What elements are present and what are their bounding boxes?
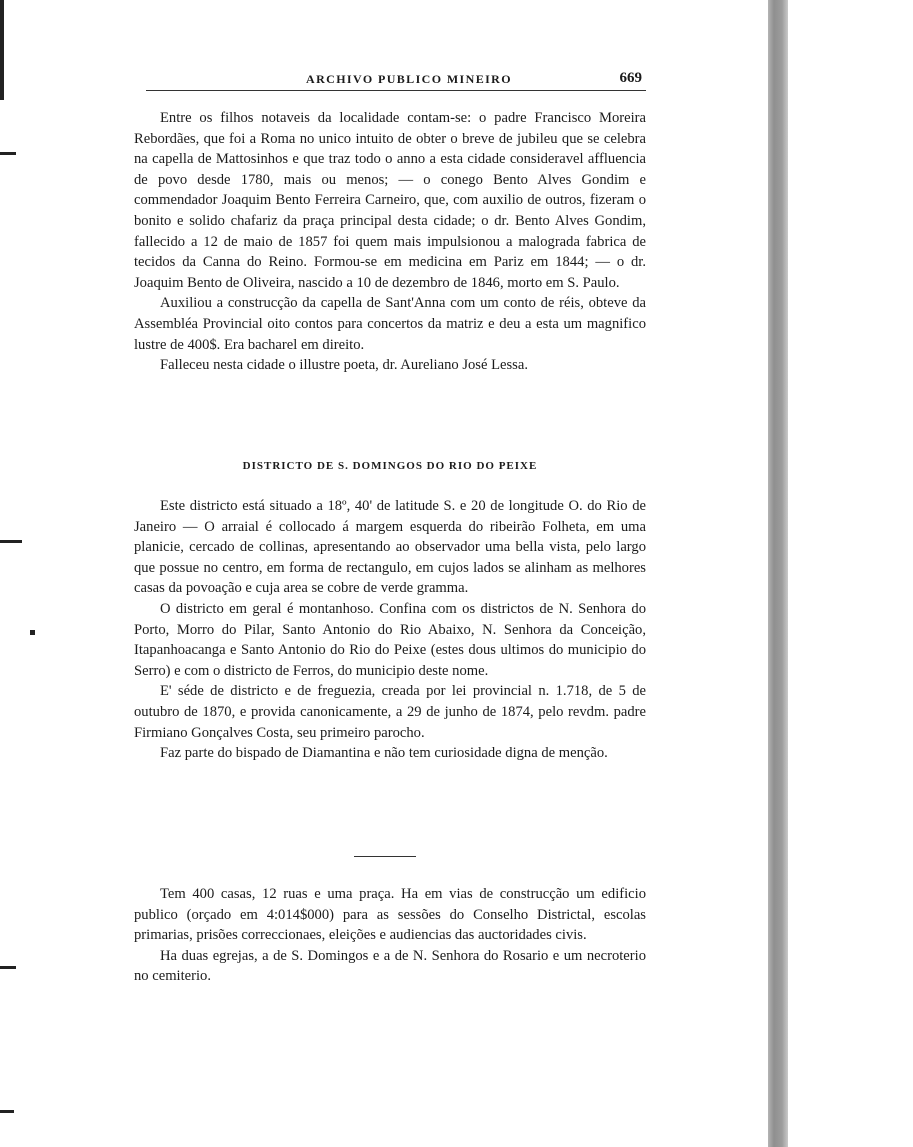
margin-mark	[0, 540, 22, 543]
page-number: 669	[619, 70, 642, 86]
paragraph: E' séde de districto e de freguezia, creada por lei provincial n. 1.718, de 5 de outubro de 1870, e provida canonicamente, a 29 de junho de 1874, pelo revdm. padre Firmiano Gonçalves Costa, seu primeiro parocho.	[134, 683, 646, 741]
paragraph: Tem 400 casas, 12 ruas e uma praça. Ha em vias de construcção um edificio publico (orçado em 4:014$000) para as sessões do Conselho Districtal, escolas primarias, prisões correccionaes, eleições e audiencias das auctoridades civis.	[134, 886, 646, 944]
biographies-section	[134, 108, 646, 376]
running-title: ARCHIVO PUBLICO MINEIRO	[306, 72, 512, 86]
paragraph: Ha duas egrejas, a de S. Domingos e a de N. Senhora do Rosario e um necroterio no cemiterio.	[134, 947, 646, 985]
district-description-section	[134, 496, 646, 764]
section-title: DISTRICTO DE S. DOMINGOS DO RIO DO PEIXE	[242, 460, 538, 472]
margin-mark	[0, 966, 16, 969]
margin-mark	[0, 152, 16, 155]
paragraph: O districto em geral é montanhoso. Confina com os districtos de N. Senhora do Porto, Morro do Pilar, Santo Antonio do Rio Abaixo, N. Senhora da Conceição, Itapanhoacanga e Santo Antonio do Rio do Peixe (estes dous ultimos do municipio do Serro) e com o districto de Ferros, do municipio deste nome.	[134, 600, 646, 679]
paragraph: Auxiliou a construcção da capella de Sant'Anna com um conto de réis, obteve da Assembléa Provincial oito contos para concertos da matriz e deu a esta um magnifico lustre de 400$. Era bacharel em direito.	[134, 295, 646, 353]
margin-mark	[30, 630, 35, 635]
town-facts-section	[134, 884, 646, 987]
margin-mark	[0, 1110, 14, 1113]
header-rule	[146, 90, 646, 91]
paragraph: Entre os filhos notaveis da localidade contam-se: o padre Francisco Moreira Rebordães, que foi a Roma no unico intuito de obter o breve de jubileu que se celebra na capella de Mattosinhos e que traz todo o anno a esta cidade consideravel affluencia de povo desde 1780, mais ou menos; — o conego Bento Alves Gondim e commendador Joaquim Bento Ferreira Carneiro, que, com auxilio de outros, fizeram o bonito e solido chafariz da praça principal desta cidade; o dr. Bento Alves Gondim, fallecido a 12 de maio de 1857 foi quem mais impulsionou a malograda fabrica de tecidos da Canna do Reino. Formou-se em medicina em Pariz em 1844; — o dr. Joaquim Bento de Oliveira, nascido a 10 de dezembro de 1846, morto em S. Paulo.	[134, 110, 646, 291]
page-edge-shadow	[768, 0, 788, 1147]
paragraph: Este districto está situado a 18º, 40' de latitude S. e 20 de longitude O. do Rio de Janeiro — O arraial é collocado á margem esquerda do ribeirão Folheta, em uma planicie, cercado de collinas, apresentando ao observador uma bella vista, pelo largo que possue no centro, em forma de rectangulo, em cujos lados se alinham as melhores casas da povoação e cuja area se cobre de verde gramma.	[134, 498, 646, 597]
paragraph: Faz parte do bispado de Diamantina e não tem curiosidade digna de menção.	[160, 745, 608, 762]
page-header	[146, 72, 646, 94]
section-divider	[354, 856, 416, 857]
paragraph: Falleceu nesta cidade o illustre poeta, dr. Aureliano José Lessa.	[160, 357, 528, 374]
binding-edge-line	[0, 0, 4, 100]
